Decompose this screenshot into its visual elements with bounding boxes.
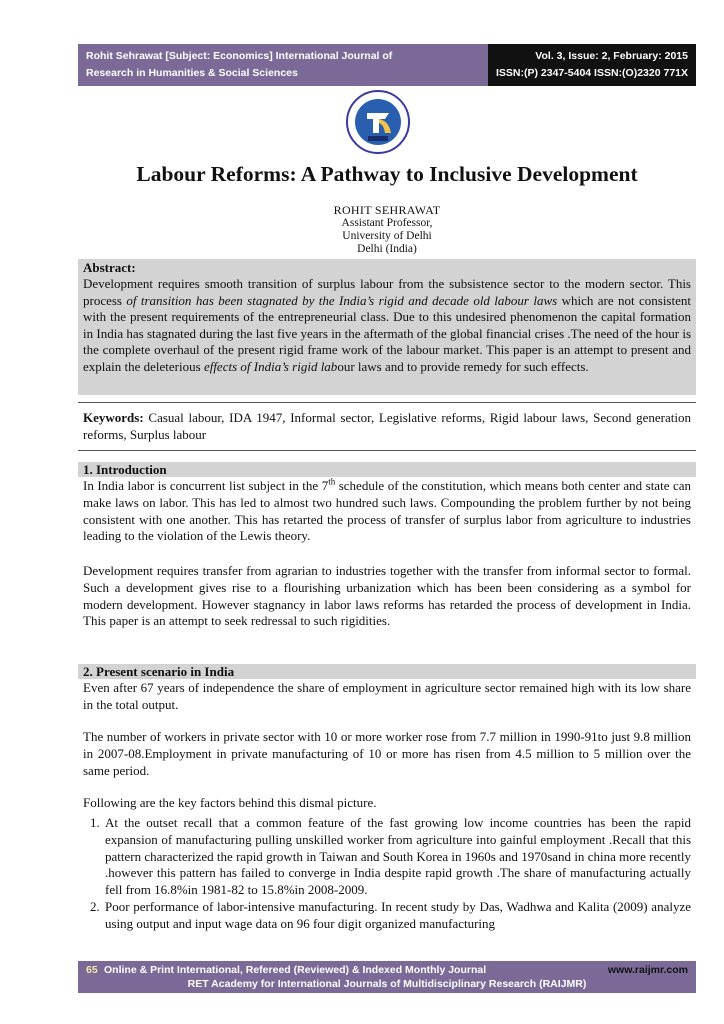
abstract-text-part: Development requires smooth transition of surplus labour from the subsistence sector to the modern sector. This process [83,276,691,308]
superscript: th [328,476,336,487]
header-right [488,44,696,86]
keywords-list: Casual labour, IDA 1947, Informal sector, Legislative reforms, Rigid labour laws, Second generation reforms, Surplus labour [83,410,691,442]
section-heading-present-scenario: 2. Present scenario in India [78,664,696,679]
page-number: 65 [86,964,98,976]
header-journal-line2: Research in Humanities & Social Sciences [86,67,298,79]
footer-journal-desc: Online & Print International, Refereed (Reviewed) & Indexed Monthly Journal [104,964,487,976]
footer-url-link[interactable]: www.raijmr.com [607,964,688,976]
intro-paragraph-1 [83,478,691,545]
divider [78,450,696,451]
intro-text: schedule of the constitution, which means both center and state can make laws on labor. This has led to almost two hundred such laws. Compounding the problem further by not being consistent with one another. This has retarted the process of transfer of surplus labor from agriculture to industries leading to the violation of the Lewis theory. [83,478,691,544]
paper-title: Labour Reforms: A Pathway to Inclusive Development [136,162,638,186]
author-name: ROHIT SEHRAWAT [333,203,441,217]
abstract-heading: Abstract: [83,260,136,275]
key-factors-list [83,815,691,933]
keywords [83,410,691,444]
present-paragraph-2: The number of workers in private sector with 10 or more worker rose from 7.7 million in 1990-91to just 9.8 million in 2007-08.Employment in private manufacturing of 10 or more has risen from 4.5 million to 5 million over the same period. [83,729,691,778]
abstract-text-part: our laws and to provide remedy for such effects. [337,358,589,374]
journal-header [78,44,696,86]
author-block [78,204,696,256]
header-volume: Vol. 3, Issue: 2, February: 2015 [535,50,688,62]
header-journal-line1: Rohit Sehrawat [Subject: Economics] International Journal of [86,50,393,62]
abstract-italic-part: effects of India’s rigid lab [203,358,338,374]
author-location: Delhi (India) [357,243,417,255]
list-item: 2. Poor performance of labor-intensive manufacturing. In recent study by Das, Wadhwa and Kalita (2009) analyze using output and input wage data on 96 four digit organized manufacturing [103,899,691,933]
footer-publisher: RET Academy for International Journals of Multidisciplinary Research (RAIJMR) [187,978,587,990]
keywords-label: Keywords: [83,410,144,425]
divider [78,402,696,403]
journal-footer [78,961,696,993]
section-heading-introduction: 1. Introduction [78,462,696,477]
abstract-text [83,276,691,376]
list-item: 1. At the outset recall that a common feature of the fast growing low income countries has been the rapid expansion of manufacturing pulling unskilled worker from agriculture into gainful employment .Recall that this pattern characterized the rapid growth in Taiwan and South Korea in 1960s and 1970sand in china more recently .however this pattern has failed to converge in India despite rapid growth .The share of manufacturing actually fell from 16.8%in 1981-82 to 15.8%in 2008-2009. [103,815,691,899]
present-paragraph-1: Even after 67 years of independence the share of employment in agriculture sector remained high with its low share in the total output. [83,680,691,712]
intro-text: In India labor is concurrent list subject in the 7 [83,478,329,493]
author-role: Assistant Professor, [341,217,433,229]
present-paragraph-3: Following are the key factors behind this dismal picture. [83,795,377,810]
abstract-text-part: which are not consistent with the present requirements of the entrepreneurial class. Due to this undesired phenomenon the capital formation in India has stagnated during the last five years in the aftermath of the global financial crises .The need of the hour is the complete overhaul of the present rigid frame work of the labour market. This paper is an attempt to present and explain the deleterious [83,292,691,374]
header-issn: ISSN:(P) 2347-5404 ISSN:(O)2320 771X [496,67,689,79]
header-left [78,44,488,86]
intro-paragraph-2: Development requires transfer from agrarian to industries together with the transfer from informal sector to formal. Such a development gives rise to a flourishing urbanization which has been been considering as a symbol for modern development. However stagnancy in labor laws reforms has retarded the process of development in India. This paper is an attempt to seek redressal to such rigidities. [83,563,691,629]
raijmr-logo-icon [345,89,411,155]
author-affiliation: University of Delhi [342,230,432,242]
abstract-italic-part: of transition has been stagnated by the India’s rigid and decade old labour laws [126,292,558,308]
